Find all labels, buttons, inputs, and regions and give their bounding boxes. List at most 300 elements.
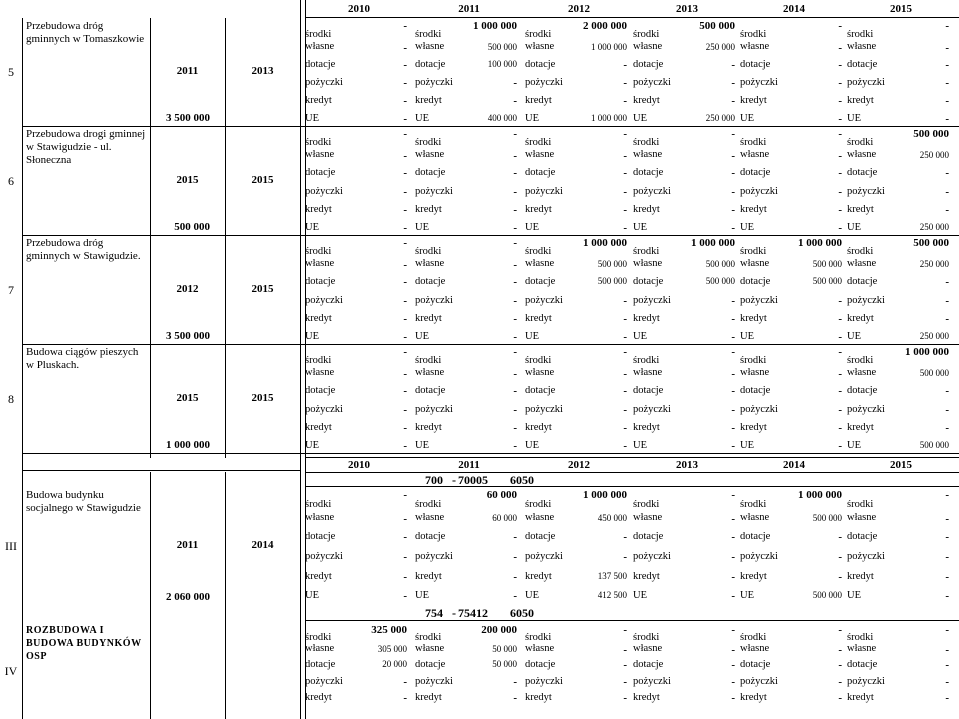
value-cell: - xyxy=(513,531,517,544)
value-cell: 250 000 xyxy=(705,42,735,52)
label-ue: UE xyxy=(305,221,319,233)
label-ue: UE xyxy=(633,113,647,124)
value-cell: 250 000 xyxy=(705,113,735,123)
value-cell: - xyxy=(945,42,949,54)
label-kredyt: kredyt xyxy=(305,421,332,433)
value-cell: - xyxy=(623,403,627,416)
label-kredyt: kredyt xyxy=(415,95,442,106)
label-pozyczki: pożyczki xyxy=(740,77,778,88)
label-ue: UE xyxy=(847,330,861,342)
year-header: 2015 xyxy=(890,459,912,471)
label-srodki: środki xyxy=(740,29,767,40)
label-wlasne: własne xyxy=(847,41,877,52)
row-number: IV xyxy=(4,663,18,678)
label-wlasne: własne xyxy=(305,258,335,270)
value-cell: - xyxy=(838,346,842,358)
project-total: 2 060 000 xyxy=(166,591,210,603)
label-kredyt: kredyt xyxy=(415,312,442,324)
label-kredyt: kredyt xyxy=(525,691,552,703)
label-wlasne: własne xyxy=(633,643,663,655)
value-cell: - xyxy=(945,312,949,325)
label-dotacje: dotacje xyxy=(633,659,664,671)
label-dotacje: dotacje xyxy=(415,59,446,70)
label-wlasne: własne xyxy=(415,367,445,379)
value-cell: - xyxy=(403,294,407,307)
label-dotacje: dotacje xyxy=(415,531,446,543)
code-sep: - xyxy=(452,473,456,487)
label-kredyt: kredyt xyxy=(633,203,660,215)
value-cell: - xyxy=(513,95,517,107)
label-dotacje: dotacje xyxy=(740,59,771,70)
value-cell: - xyxy=(945,113,949,125)
value-cell: - xyxy=(945,403,949,416)
label-dotacje: dotacje xyxy=(740,659,771,671)
value-cell: 137 500 xyxy=(597,570,627,581)
label-pozyczki: pożyczki xyxy=(415,551,453,562)
row-number: 7 xyxy=(8,282,14,297)
label-srodki: środki xyxy=(847,246,874,258)
label-srodki: środki xyxy=(525,29,552,40)
value-cell: 305 000 xyxy=(377,644,407,655)
label-wlasne: własne xyxy=(847,511,877,523)
value-cell: - xyxy=(731,421,735,434)
label-kredyt: kredyt xyxy=(633,312,660,324)
project-name: Budowa ciągów pieszych w Pluskach. xyxy=(26,346,139,371)
label-kredyt: kredyt xyxy=(633,95,660,106)
rule-line xyxy=(300,0,301,719)
label-ue: UE xyxy=(740,590,754,602)
value-cell: 250 000 xyxy=(919,221,949,232)
value-cell: - xyxy=(838,150,842,163)
label-wlasne: własne xyxy=(305,149,335,161)
value-cell: - xyxy=(838,20,842,32)
label-srodki: środki xyxy=(415,498,442,510)
label-wlasne: własne xyxy=(740,643,770,655)
value-cell: 2 000 000 xyxy=(583,20,627,32)
label-ue: UE xyxy=(633,590,647,602)
value-cell: 500 000 xyxy=(597,259,627,270)
label-pozyczki: pożyczki xyxy=(415,675,453,687)
label-srodki: środki xyxy=(415,632,442,644)
value-cell: - xyxy=(838,185,842,198)
value-cell: 200 000 xyxy=(481,624,517,636)
label-pozyczki: pożyczki xyxy=(740,551,778,562)
label-pozyczki: pożyczki xyxy=(633,675,671,687)
value-cell: 1 000 000 xyxy=(798,237,842,249)
end-year: 2015 xyxy=(251,173,274,186)
label-ue: UE xyxy=(305,590,319,602)
value-cell: - xyxy=(513,77,517,89)
year-header: 2014 xyxy=(783,3,805,15)
label-srodki: środki xyxy=(305,355,332,367)
year-header: 2011 xyxy=(458,3,480,15)
start-year: 2015 xyxy=(176,173,199,186)
value-cell: - xyxy=(403,512,407,525)
label-wlasne: własne xyxy=(525,258,555,270)
project-name: Budowa budynku socjalnego w Stawigudzie xyxy=(26,489,141,514)
value-cell: 1 000 000 xyxy=(591,42,627,52)
label-dotacje: dotacje xyxy=(305,385,336,397)
value-cell: - xyxy=(838,294,842,307)
label-pozyczki: pożyczki xyxy=(740,403,778,415)
label-ue: UE xyxy=(525,330,539,342)
value-cell: - xyxy=(838,113,842,125)
value-cell: - xyxy=(403,551,407,563)
label-pozyczki: pożyczki xyxy=(305,675,343,687)
value-cell: - xyxy=(838,330,842,343)
value-cell: - xyxy=(403,237,407,249)
label-wlasne: własne xyxy=(847,643,877,655)
rule-line xyxy=(225,18,226,458)
label-dotacje: dotacje xyxy=(740,531,771,543)
label-dotacje: dotacje xyxy=(847,167,878,179)
value-cell: - xyxy=(838,128,842,140)
label-pozyczki: pożyczki xyxy=(847,403,885,415)
label-kredyt: kredyt xyxy=(847,691,874,703)
label-srodki: środki xyxy=(633,355,660,367)
label-pozyczki: pożyczki xyxy=(633,185,671,197)
value-cell: - xyxy=(623,185,627,198)
label-ue: UE xyxy=(525,439,539,451)
label-kredyt: kredyt xyxy=(740,312,767,324)
value-cell: - xyxy=(403,675,407,688)
value-cell: - xyxy=(513,551,517,563)
label-kredyt: kredyt xyxy=(740,95,767,106)
label-srodki: środki xyxy=(740,498,767,510)
label-pozyczki: pożyczki xyxy=(847,551,885,562)
value-cell: - xyxy=(623,624,627,636)
label-srodki: środki xyxy=(633,498,660,510)
value-cell: - xyxy=(623,128,627,140)
value-cell: - xyxy=(623,77,627,89)
rule-line xyxy=(305,17,959,18)
value-cell: - xyxy=(731,551,735,563)
value-cell: - xyxy=(623,312,627,325)
label-srodki: środki xyxy=(847,137,874,149)
value-cell: - xyxy=(838,421,842,434)
value-cell: - xyxy=(403,20,407,32)
value-cell: - xyxy=(838,221,842,234)
label-srodki: środki xyxy=(525,355,552,367)
value-cell: - xyxy=(945,551,949,563)
value-cell: 500 000 xyxy=(705,259,735,270)
value-cell: 50 000 xyxy=(492,659,517,670)
label-wlasne: własne xyxy=(847,258,877,270)
label-pozyczki: pożyczki xyxy=(305,403,343,415)
value-cell: - xyxy=(945,512,949,525)
label-dotacje: dotacje xyxy=(525,531,556,543)
value-cell: - xyxy=(838,551,842,563)
value-cell: - xyxy=(403,570,407,583)
label-pozyczki: pożyczki xyxy=(633,403,671,415)
label-ue: UE xyxy=(740,439,754,451)
value-cell: - xyxy=(945,167,949,180)
label-dotacje: dotacje xyxy=(847,276,878,288)
end-year: 2013 xyxy=(251,65,274,77)
label-srodki: środki xyxy=(740,632,767,644)
value-cell: - xyxy=(403,150,407,163)
label-pozyczki: pożyczki xyxy=(633,294,671,306)
label-srodki: środki xyxy=(525,246,552,258)
value-cell: 500 000 xyxy=(487,42,517,52)
rule-line xyxy=(22,126,959,127)
value-cell: 50 000 xyxy=(492,644,517,655)
value-cell: 1 000 000 xyxy=(798,489,842,501)
value-cell: - xyxy=(623,385,627,398)
value-cell: - xyxy=(731,368,735,381)
value-cell: - xyxy=(731,403,735,416)
label-kredyt: kredyt xyxy=(633,570,660,582)
label-wlasne: własne xyxy=(740,149,770,161)
year-header: 2011 xyxy=(458,459,480,471)
year-header: 2013 xyxy=(676,459,698,471)
label-dotacje: dotacje xyxy=(305,167,336,179)
label-kredyt: kredyt xyxy=(633,691,660,703)
value-cell: - xyxy=(731,570,735,583)
value-cell: - xyxy=(945,203,949,216)
label-dotacje: dotacje xyxy=(305,659,336,671)
label-ue: UE xyxy=(847,590,861,602)
label-kredyt: kredyt xyxy=(847,312,874,324)
value-cell: - xyxy=(513,403,517,416)
year-header: 2014 xyxy=(783,459,805,471)
label-srodki: środki xyxy=(415,29,442,40)
value-cell: 1 000 000 xyxy=(905,346,949,358)
label-pozyczki: pożyczki xyxy=(305,551,343,562)
value-cell: - xyxy=(731,691,735,704)
value-cell: - xyxy=(838,167,842,180)
label-kredyt: kredyt xyxy=(525,312,552,324)
label-pozyczki: pożyczki xyxy=(847,294,885,306)
value-cell: - xyxy=(731,312,735,325)
value-cell: - xyxy=(623,531,627,544)
value-cell: - xyxy=(513,185,517,198)
value-cell: - xyxy=(623,368,627,381)
value-cell: - xyxy=(731,330,735,343)
value-cell: - xyxy=(731,150,735,163)
rule-line xyxy=(22,453,959,454)
value-cell: - xyxy=(623,346,627,358)
value-cell: - xyxy=(838,95,842,107)
label-kredyt: kredyt xyxy=(525,421,552,433)
value-cell: - xyxy=(403,330,407,343)
label-srodki: środki xyxy=(633,137,660,149)
label-pozyczki: pożyczki xyxy=(525,77,563,88)
value-cell: - xyxy=(838,691,842,704)
rule-line xyxy=(305,457,959,458)
value-cell: 500 000 xyxy=(919,439,949,450)
year-header: 2010 xyxy=(348,459,370,471)
row-number: III xyxy=(5,539,17,553)
label-wlasne: własne xyxy=(525,511,555,523)
label-srodki: środki xyxy=(847,632,874,644)
label-wlasne: własne xyxy=(633,41,663,52)
year-header: 2015 xyxy=(890,3,912,15)
value-cell: - xyxy=(513,167,517,180)
value-cell: - xyxy=(731,439,735,452)
value-cell: - xyxy=(731,59,735,71)
rule-line xyxy=(305,620,959,621)
label-wlasne: własne xyxy=(740,367,770,379)
year-header: 2012 xyxy=(568,3,590,15)
label-dotacje: dotacje xyxy=(305,59,336,70)
value-cell: - xyxy=(403,590,407,603)
value-cell: 500 000 xyxy=(913,128,949,140)
value-cell: 60 000 xyxy=(492,512,517,523)
label-pozyczki: pożyczki xyxy=(740,675,778,687)
label-kredyt: kredyt xyxy=(847,95,874,106)
label-ue: UE xyxy=(415,113,429,124)
label-srodki: środki xyxy=(740,355,767,367)
value-cell: - xyxy=(513,203,517,216)
label-dotacje: dotacje xyxy=(633,59,664,70)
label-srodki: środki xyxy=(740,137,767,149)
value-cell: 250 000 xyxy=(919,150,949,161)
value-cell: - xyxy=(403,221,407,234)
value-cell: - xyxy=(513,346,517,358)
label-wlasne: własne xyxy=(525,41,555,52)
label-srodki: środki xyxy=(847,29,874,40)
value-cell: - xyxy=(838,42,842,54)
value-cell: 250 000 xyxy=(919,330,949,341)
label-pozyczki: pożyczki xyxy=(740,185,778,197)
value-cell: - xyxy=(513,691,517,704)
value-cell: 100 000 xyxy=(487,59,517,69)
label-ue: UE xyxy=(415,221,429,233)
label-dotacje: dotacje xyxy=(847,531,878,543)
value-cell: - xyxy=(731,590,735,603)
label-pozyczki: pożyczki xyxy=(525,294,563,306)
code-sep: - xyxy=(452,606,456,620)
value-cell: - xyxy=(403,128,407,140)
label-wlasne: własne xyxy=(633,149,663,161)
value-cell: - xyxy=(403,439,407,452)
value-cell: - xyxy=(403,185,407,198)
label-kredyt: kredyt xyxy=(305,312,332,324)
value-cell: - xyxy=(403,167,407,180)
value-cell: - xyxy=(731,77,735,89)
value-cell: - xyxy=(838,312,842,325)
label-srodki: środki xyxy=(305,246,332,258)
label-wlasne: własne xyxy=(525,149,555,161)
label-wlasne: własne xyxy=(740,511,770,523)
value-cell: - xyxy=(838,77,842,89)
label-wlasne: własne xyxy=(633,367,663,379)
label-pozyczki: pożyczki xyxy=(633,77,671,88)
label-wlasne: własne xyxy=(740,258,770,270)
label-pozyczki: pożyczki xyxy=(525,551,563,562)
label-ue: UE xyxy=(847,439,861,451)
value-cell: - xyxy=(513,368,517,381)
label-ue: UE xyxy=(525,590,539,602)
value-cell: - xyxy=(838,675,842,688)
value-cell: - xyxy=(838,659,842,672)
value-cell: - xyxy=(403,77,407,89)
label-dotacje: dotacje xyxy=(633,385,664,397)
label-dotacje: dotacje xyxy=(415,659,446,671)
label-dotacje: dotacje xyxy=(740,385,771,397)
label-wlasne: własne xyxy=(305,511,335,523)
value-cell: - xyxy=(945,385,949,398)
label-ue: UE xyxy=(740,330,754,342)
label-wlasne: własne xyxy=(415,511,445,523)
label-srodki: środki xyxy=(633,246,660,258)
label-wlasne: własne xyxy=(415,149,445,161)
end-year: 2014 xyxy=(251,539,274,551)
project-name: Przebudowa drogi gminnej w Stawigudzie - ul. Słoneczna xyxy=(26,128,146,166)
label-dotacje: dotacje xyxy=(305,276,336,288)
year-header: 2012 xyxy=(568,459,590,471)
value-cell: - xyxy=(945,624,949,636)
label-kredyt: kredyt xyxy=(740,421,767,433)
value-cell: - xyxy=(403,346,407,358)
value-cell: - xyxy=(945,570,949,583)
value-cell: - xyxy=(838,570,842,583)
value-cell: - xyxy=(513,590,517,603)
value-cell: - xyxy=(731,203,735,216)
value-cell: 500 000 xyxy=(812,276,842,287)
label-kredyt: kredyt xyxy=(415,203,442,215)
value-cell: - xyxy=(945,59,949,71)
label-dotacje: dotacje xyxy=(525,659,556,671)
label-ue: UE xyxy=(305,113,319,124)
value-cell: - xyxy=(731,294,735,307)
label-ue: UE xyxy=(525,221,539,233)
code-c: 6050 xyxy=(510,606,534,620)
label-kredyt: kredyt xyxy=(305,95,332,106)
value-cell: - xyxy=(731,346,735,358)
value-cell: 1 000 000 xyxy=(583,489,627,501)
value-cell: 500 000 xyxy=(913,237,949,249)
label-ue: UE xyxy=(633,221,647,233)
label-srodki: środki xyxy=(633,29,660,40)
label-dotacje: dotacje xyxy=(415,276,446,288)
value-cell: - xyxy=(403,259,407,272)
value-cell: - xyxy=(731,221,735,234)
label-wlasne: własne xyxy=(305,41,335,52)
end-year: 2015 xyxy=(251,391,274,404)
label-ue: UE xyxy=(305,439,319,451)
value-cell: - xyxy=(403,276,407,289)
value-cell: - xyxy=(838,385,842,398)
label-dotacje: dotacje xyxy=(847,385,878,397)
value-cell: - xyxy=(513,237,517,249)
value-cell: 1 000 000 xyxy=(591,113,627,123)
value-cell: - xyxy=(731,659,735,672)
label-dotacje: dotacje xyxy=(740,276,771,288)
value-cell: 500 000 xyxy=(699,20,735,32)
value-cell: - xyxy=(403,385,407,398)
label-pozyczki: pożyczki xyxy=(847,77,885,88)
value-cell: - xyxy=(731,128,735,140)
label-kredyt: kredyt xyxy=(525,570,552,582)
label-wlasne: własne xyxy=(847,149,877,161)
label-pozyczki: pożyczki xyxy=(305,77,343,88)
value-cell: - xyxy=(623,644,627,657)
label-kredyt: kredyt xyxy=(305,691,332,703)
label-dotacje: dotacje xyxy=(525,167,556,179)
value-cell: - xyxy=(945,659,949,672)
value-cell: - xyxy=(403,59,407,71)
label-pozyczki: pożyczki xyxy=(415,403,453,415)
label-kredyt: kredyt xyxy=(740,203,767,215)
label-srodki: środki xyxy=(305,632,332,644)
value-cell: - xyxy=(623,95,627,107)
label-kredyt: kredyt xyxy=(415,691,442,703)
value-cell: - xyxy=(513,294,517,307)
label-dotacje: dotacje xyxy=(633,276,664,288)
value-cell: - xyxy=(513,675,517,688)
